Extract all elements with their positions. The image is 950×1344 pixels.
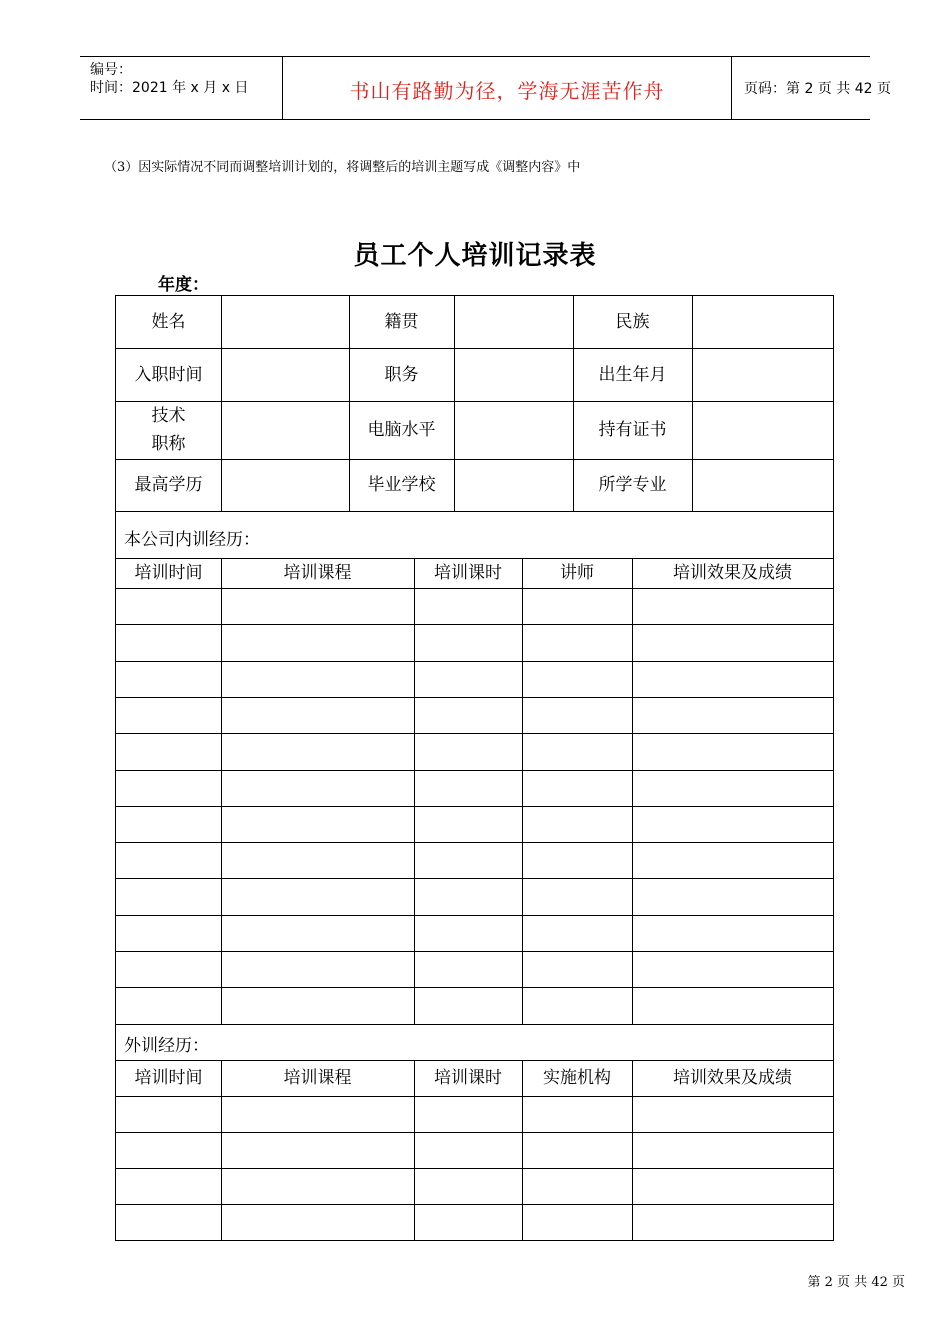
form-title: 员工个人培训记录表: [353, 241, 597, 271]
grid-line: [116, 401, 833, 402]
column-divider: [522, 558, 523, 1024]
year-label: 年度：: [158, 275, 209, 295]
table-row: [116, 915, 833, 916]
table-row: [116, 1132, 833, 1133]
external-training-label: 外训经历：: [124, 1036, 209, 1056]
grid-line: [116, 1024, 833, 1025]
education-label: 最高学历: [134, 475, 203, 495]
table-row: [116, 588, 833, 589]
page-footer: 第 2 页 共 42 页: [807, 1275, 905, 1290]
table-row: [116, 770, 833, 771]
grid-line: [692, 296, 693, 511]
table-row: [116, 842, 833, 843]
major-label: 所学专业: [598, 475, 667, 495]
school-label: 毕业学校: [367, 475, 436, 495]
computer-level-label: 电脑水平: [367, 420, 436, 440]
column-header: 培训时间: [134, 563, 203, 583]
header-page-cell: [732, 57, 891, 119]
hire-date-label: 入职时间: [134, 364, 203, 385]
native-place-label: 籍贯: [384, 312, 419, 332]
table-row: [116, 661, 833, 662]
column-divider: [632, 1060, 633, 1240]
column-header: 培训课时: [434, 1068, 502, 1088]
certificates-label: 持有证书: [598, 420, 667, 440]
table-row: [116, 951, 833, 952]
column-divider: [632, 558, 633, 1024]
position-label: 职务: [384, 364, 419, 385]
table-row: [116, 733, 833, 734]
number-label: 编号：: [90, 62, 132, 78]
page-header: [80, 56, 891, 120]
column-header: 培训效果及成绩: [673, 563, 792, 583]
table-row: [116, 1096, 833, 1097]
table-row: [116, 624, 833, 625]
column-header: 讲师: [560, 563, 594, 583]
column-divider: [221, 558, 222, 1024]
column-header: 培训课时: [434, 563, 502, 583]
grid-line: [454, 296, 455, 511]
table-row: [116, 1204, 833, 1205]
date-label: 时间：2021 年 x 月 x 日: [90, 80, 249, 96]
name-label: 姓名: [151, 312, 186, 332]
table-row: [116, 1168, 833, 1169]
column-divider: [414, 1060, 415, 1240]
column-header: 培训效果及成绩: [673, 1068, 792, 1088]
column-header: 实施机构: [543, 1068, 611, 1088]
grid-line: [116, 511, 833, 512]
grid-line: [116, 348, 833, 349]
column-divider: [522, 1060, 523, 1240]
header-meta-cell: [80, 57, 282, 119]
column-divider: [414, 558, 415, 1024]
instruction-note: （3）因实际情况不同而调整培训计划的，将调整后的培训主题写成《调整内容》中: [104, 160, 581, 175]
column-header: 培训时间: [134, 1068, 203, 1088]
column-header: 培训课程: [283, 563, 352, 583]
table-row: [116, 806, 833, 807]
table-row: [116, 878, 833, 879]
header-page-number: 页码：第 2 页 共 42 页: [744, 81, 891, 97]
header-motto-cell: [282, 57, 732, 119]
motto-text: 书山有路勤为径，学海无涯苦作舟: [349, 79, 665, 103]
grid-line: [221, 296, 222, 511]
column-divider: [221, 1060, 222, 1240]
grid-line: [116, 459, 833, 460]
birth-month-label: 出生年月: [598, 364, 667, 385]
table-row: [116, 987, 833, 988]
table-row: [116, 697, 833, 698]
internal-training-label: 本公司内训经历：: [124, 530, 260, 550]
training-record-table: [115, 295, 834, 1241]
ethnicity-label: 民族: [615, 312, 650, 332]
technical-title-label: 技术 职称: [151, 406, 186, 454]
column-header: 培训课程: [283, 1068, 352, 1088]
